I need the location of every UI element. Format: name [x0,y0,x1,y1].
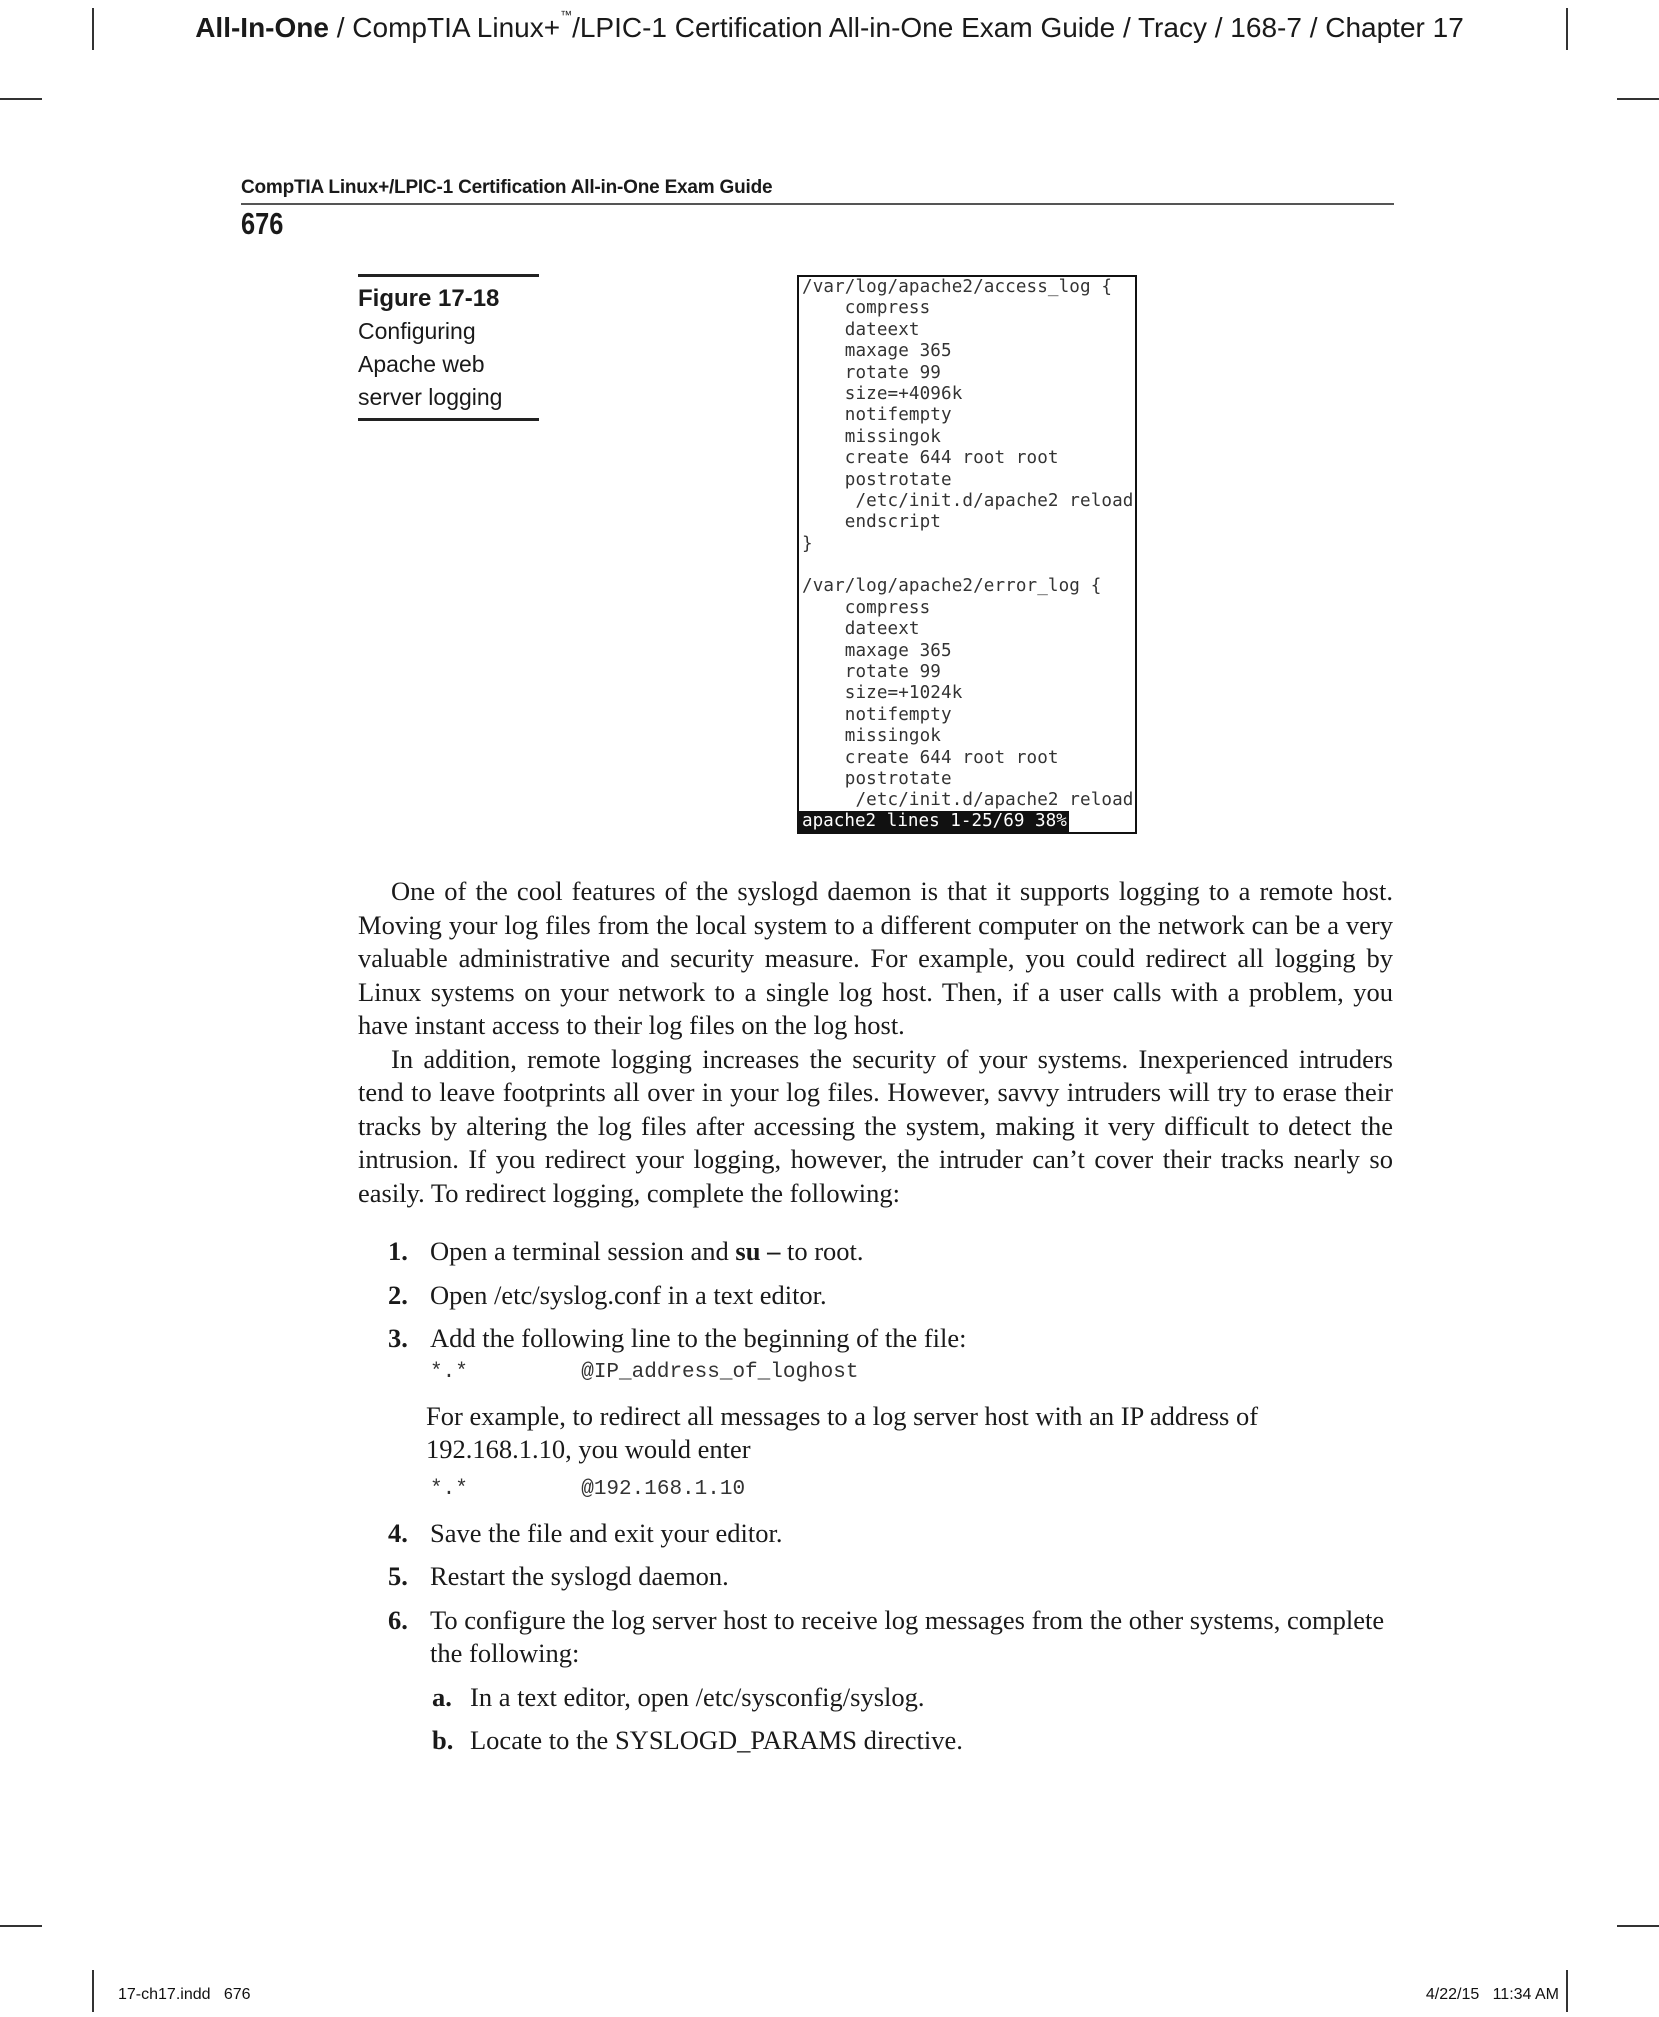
figure-caption-line-3: server logging [358,384,503,410]
terminal-line: /etc/init.d/apache2 reload [802,490,1134,511]
step-4 [358,1517,1398,1551]
terminal-line: create 644 root root [802,448,1059,469]
code-line: *.* @192.168.1.10 [430,1477,746,1501]
step-number: 6. [388,1604,408,1635]
terminal-line: size=+4096k [802,383,963,404]
step-number: 1. [388,1236,408,1266]
step-5 [358,1560,1398,1594]
figure-label: Figure 17-18 [358,285,500,312]
substep-letter: b. [432,1725,454,1755]
crop-mark-top-right [1566,8,1568,50]
crop-mark-bottom-left [92,1970,94,2012]
running-head-text: / CompTIA Linux+ [328,12,561,43]
page-number: 676 [241,206,284,241]
book-title: CompTIA Linux+/LPIC-1 Certification All-in-One Exam Guide [241,177,773,198]
step-number: 5. [388,1561,408,1591]
step-text: to root. [780,1236,864,1266]
step-1 [358,1235,1398,1269]
step-text: To configure the log server host to receive log messages from the other systems, complete the following: [430,1604,1385,1668]
terminal-line: notifempty [802,405,952,426]
header-rule [241,203,1394,205]
step-text: Restart the syslogd daemon. [430,1561,729,1591]
terminal-line: postrotate [802,469,952,490]
step-note: For example, to redirect all messages to a log server host with an IP address of 192.168.1.10, you would enter [426,1400,1259,1464]
trademark-symbol: ™ [560,8,573,22]
terminal-line: /etc/init.d/apache2 reload [802,790,1134,811]
step-number: 4. [388,1517,408,1548]
terminal-line: postrotate [802,768,952,789]
paragraph: One of the cool features of the syslogd daemon is that it supports logging to a remote host. Moving your log files from the local system to a different computer on the network can be a very valuable administrative and security measure. For example, you could redirect all logging by Linux systems on your network to a single log host. Then, if a user calls with a problem, you have instant access to their log files on the log host. [358,876,1393,1040]
terminal-screenshot [797,275,1137,834]
step-number: 3. [388,1323,408,1353]
terminal-line: compress [802,597,931,618]
crop-mark-left-upper [0,98,42,100]
step-6 [358,1604,1398,1671]
slug-file-info: 17-ch17.indd 676 [118,1986,251,2003]
step-text: Open /etc/syslog.conf in a text editor. [430,1279,827,1310]
step-2 [358,1279,1398,1313]
terminal-line: dateext [802,619,920,640]
figure-caption-line-2: Apache web [358,351,485,377]
substep-a [358,1681,1398,1715]
crop-mark-right-upper [1617,98,1659,100]
figure-caption-line-1: Configuring [358,318,476,344]
terminal-line: dateext [802,319,920,340]
command-su: su – [735,1236,781,1266]
running-head-text-2: /LPIC-1 Certification All-in-One Exam Guide / Tracy / 168-7 / Chapter 17 [572,12,1464,43]
terminal-line: endscript [802,512,942,533]
terminal-line [802,555,1135,576]
figure-caption [358,274,539,421]
step-text: Open a terminal session and [430,1236,736,1266]
step-3 [358,1322,1398,1356]
crop-mark-left-lower [0,1925,42,1927]
terminal-line: rotate 99 [802,362,942,383]
terminal-line: maxage 365 [802,341,952,362]
paragraph: In addition, remote logging increases the security of your systems. Inexperienced intruders tend to leave footprints all over in your log files. However, savvy intruders will try to erase their tracks by altering the log files after accessing the system, making it very difficult to detect the intrusion. If you redirect your logging, however, the intruder can’t cover their tracks nearly so easily. To redirect logging, complete the following: [358,1043,1393,1208]
code-line: *.* @IP_address_of_loghost [430,1360,859,1384]
terminal-line: create 644 root root [802,747,1059,768]
substep-letter: a. [432,1681,452,1712]
crop-mark-right-lower [1617,1925,1659,1927]
terminal-line: /var/log/apache2/access_log { [802,277,1113,297]
body-text [358,875,1393,1210]
terminal-line: maxage 365 [802,640,952,661]
terminal-output [799,277,1135,812]
running-head [0,8,1659,48]
terminal-line: rotate 99 [802,662,942,683]
step-number: 2. [388,1279,408,1310]
step-list [358,1235,1398,1768]
step-text: Add the following line to the beginning of the file: [430,1323,967,1353]
terminal-line: size=+1024k [802,683,963,704]
crop-mark-bottom-right [1566,1970,1568,2012]
substep-b [358,1724,1398,1758]
substep-text: In a text editor, open /etc/sysconfig/syslog. [470,1681,925,1712]
series-name: All-In-One [195,12,329,43]
terminal-line: /var/log/apache2/error_log { [802,576,1102,597]
terminal-status-line: apache2 lines 1-25/69 38% [799,811,1069,832]
terminal-line: missingok [802,726,942,747]
step-text: Save the file and exit your editor. [430,1517,783,1548]
terminal-line: } [802,533,813,554]
substep-text: Locate to the SYSLOGD_PARAMS directive. [470,1725,963,1755]
crop-mark-top-left [92,8,94,50]
terminal-line: notifempty [802,704,952,725]
terminal-line: missingok [802,426,942,447]
slug-timestamp: 4/22/15 11:34 AM [1425,1986,1559,2003]
terminal-line: compress [802,298,931,319]
